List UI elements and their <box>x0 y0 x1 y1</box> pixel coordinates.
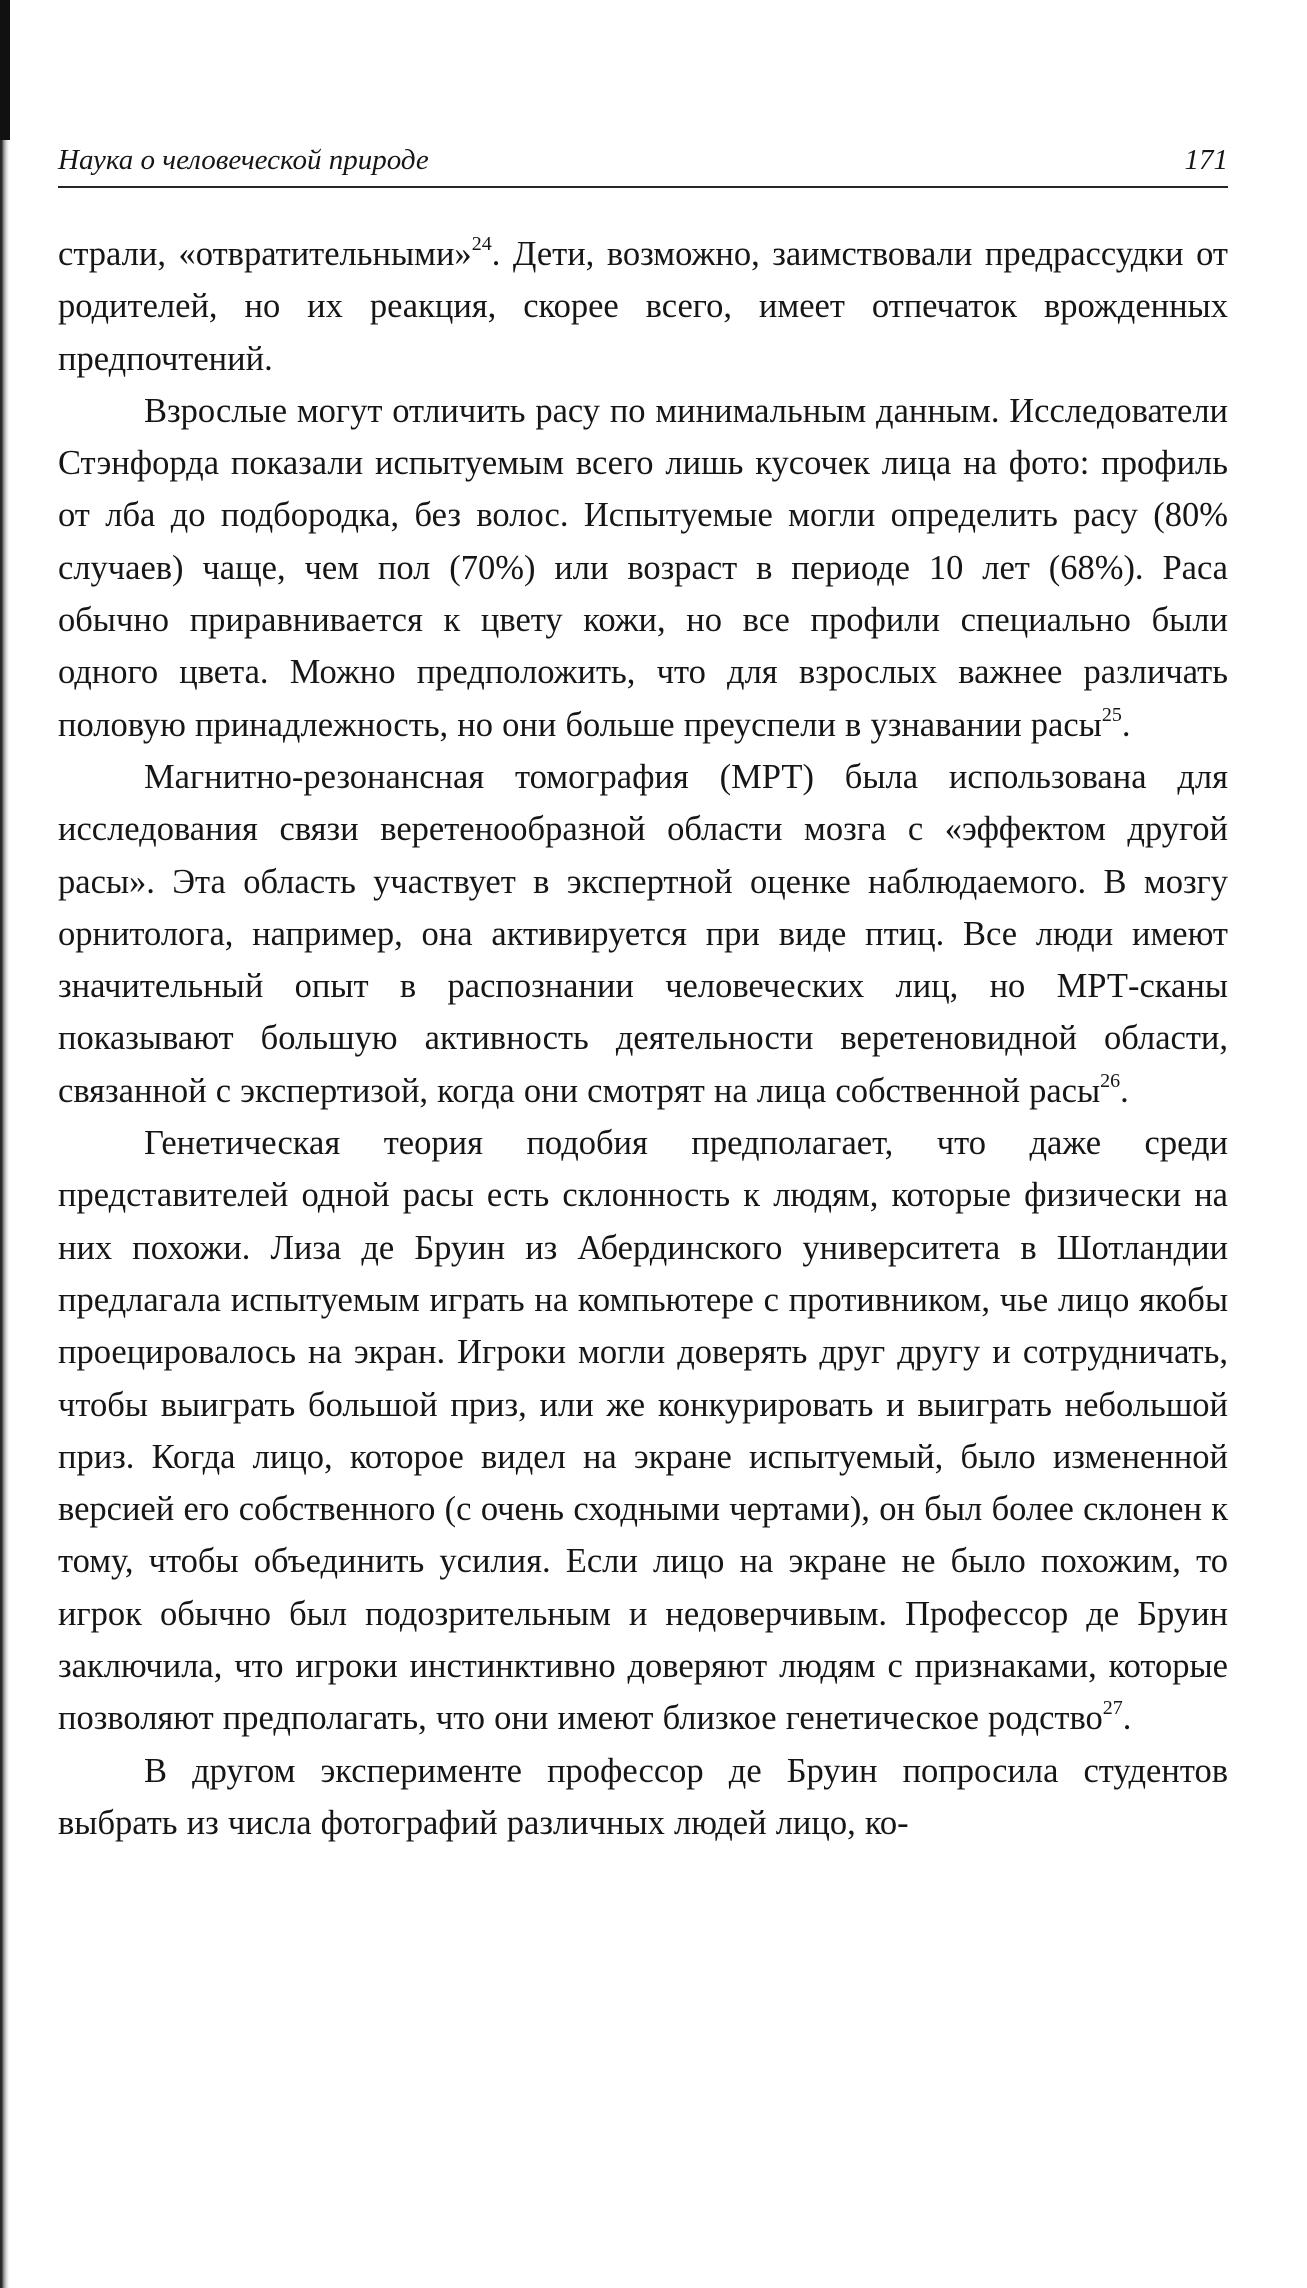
paragraph-text-tail: . <box>1121 705 1131 744</box>
running-header-title: Наука о человеческой природе <box>58 144 429 176</box>
page-binding-edge <box>0 0 9 2288</box>
footnote-ref: 25 <box>1101 703 1122 726</box>
footnote-ref: 24 <box>471 233 492 255</box>
footnote-ref: 27 <box>1102 1697 1123 1720</box>
paragraph-text: Взрослые могут отличить расу по минимальным данным. Исследователи Стэнфорда показали испытуемым всего лишь кусочек лица на фото: профиль от лба до подбородка, без волос. Испытуемые могли определить расу (80% случаев) чаще, чем пол (70%) или возраст в периоде 10 лет (68%). Раса обычно приравнивается к цвету кожи, но все профили специально были одного цвета. Можно предположить, что для взрослых важнее различать половую принадлежность, но они больше преуспели в узнавании расы <box>58 391 1228 744</box>
paragraph-1 <box>58 228 1228 385</box>
paragraph-text-tail: . <box>1122 1699 1132 1738</box>
paragraph-text: Генетическая теория подобия предполагает, что даже среди представителей одной расы есть склонность к людям, которые физически на них похожи. Лиза де Бруин из Абердинского университета в Шотландии предлагала испытуемым играть на компьютере с противником, чье лицо якобы проецировалось на экран. Игроки могли доверять друг другу и сотрудничать, чтобы выиграть большой приз, или же конкурировать и выиграть небольшой приз. Когда лицо, которое видел на экране испытуемый, было измененной версией его собственного (с очень сходными чертами), он был более склонен к тому, чтобы объединить усилия. Если лицо на экране не было похожим, то игрок обычно был подозрительным и недоверчивым. Профессор де Бруин заключила, что игроки инстинктивно доверяют людям с признаками, которые позволяют предполагать, что они имеют близкое генетическое родство <box>58 1124 1228 1738</box>
paragraph-text: страли, «отвратительными» <box>58 235 472 273</box>
binding-shadow-mark <box>0 0 10 140</box>
paragraph-3 <box>58 751 1228 1117</box>
paragraph-text: Магнитно-резонансная томография (МРТ) была использована для исследования связи веретенообразной области мозга с «эффектом другой расы». Эта область участвует в экспертной оценке наблюдаемого. В мозгу орнитолога, например, она активируется при виде птиц. Все люди имеют значительный опыт в распознании человеческих лиц, но МРТ-сканы показывают большую активность деятельности веретеновидной области, связанной с экспертизой, когда они смотрят на лица собственной расы <box>58 757 1228 1110</box>
paragraph-text-tail: . Дети, возможно, заимствовали предрассудки от родителей, но их реакция, скорее всего, имеет отпечаток врожденных предпочтений. <box>58 235 1228 378</box>
footnote-ref: 26 <box>1100 1069 1121 1092</box>
paragraph-2 <box>58 385 1228 751</box>
paragraph-text-tail: . <box>1120 1071 1129 1110</box>
page-number: 171 <box>1184 144 1228 176</box>
paragraph-4 <box>58 1117 1228 1745</box>
paragraph-text: В другом эксперименте профессор де Бруин попросила студентов выбрать из числа фотографий различных людей лицо, ко- <box>58 1751 1228 1842</box>
body-text <box>58 228 1228 1849</box>
running-header <box>58 138 1228 188</box>
paragraph-5 <box>58 1745 1228 1850</box>
book-page <box>58 0 1228 2288</box>
